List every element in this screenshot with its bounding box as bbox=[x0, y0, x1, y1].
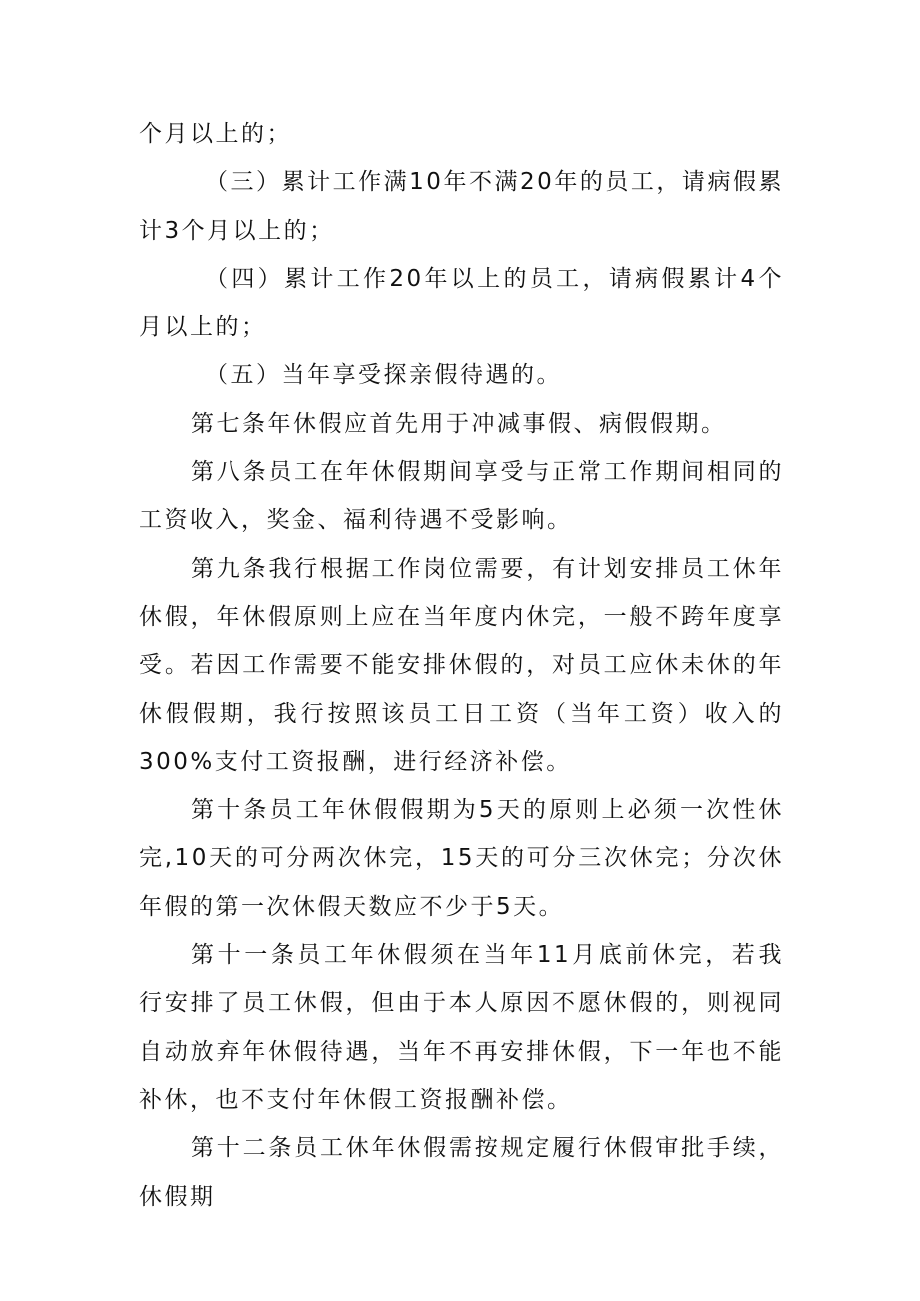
article-12: 第十二条员工休年休假需按规定履行休假审批手续，休假期 bbox=[139, 1135, 784, 1210]
article-9: 第九条我行根据工作岗位需要，有计划安排员工休年休假，年休假原则上应在当年度内休完，一般不跨年度享受。若因工作需要不能安排休假的，对员工应休未休的年休假假期，我行按照该员工日工资（当年工资）收入的300%支付工资报酬，进行经济补偿。 bbox=[139, 555, 784, 775]
list-item-5: （五）当年享受探亲假待遇的。 bbox=[205, 362, 562, 389]
list-item-3: （三）累计工作满10年不满20年的员工，请病假累计3个月以上的； bbox=[139, 169, 784, 244]
document-body bbox=[139, 110, 784, 1221]
article-11: 第十一条员工年休假须在当年11月底前休完，若我行安排了员工休假，但由于本人原因不愿休假的，则视同自动放弃年休假待遇，当年不再安排休假，下一年也不能补休，也不支付年休假工资报酬补偿。 bbox=[139, 942, 784, 1113]
paragraph-continuation: 个月以上的； bbox=[139, 121, 292, 147]
article-7: 第七条年休假应首先用于冲减事假、病假假期。 bbox=[191, 410, 727, 437]
list-item-4: （四）累计工作20年以上的员工，请病假累计4个月以上的； bbox=[139, 265, 784, 341]
article-8: 第八条员工在年休假期间享受与正常工作期间相同的工资收入，奖金、福利待遇不受影响。 bbox=[139, 459, 784, 534]
article-10: 第十条员工年休假假期为5天的原则上必须一次性休完,10天的可分两次休完，15天的可分三次休完；分次休年假的第一次休假天数应不少于5天。 bbox=[139, 797, 784, 920]
